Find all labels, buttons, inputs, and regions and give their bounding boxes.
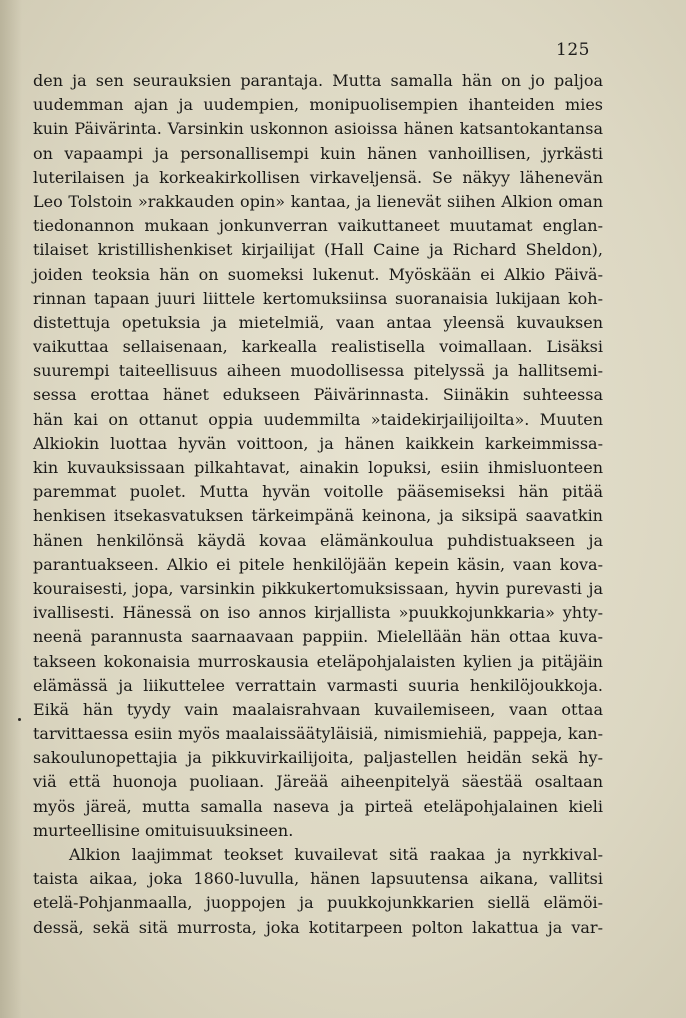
text-line: takseen kokonaisia murroskausia eteläpohjalaisten kylien ja pitäjäin (33, 651, 603, 671)
text-line: distettuja opetuksia ja mietelmiä, vaan antaa yleensä kuvauksen (33, 312, 604, 332)
text-line: kuin Päivärinta. Varsinkin uskonnon asioissa hänen katsantokantansa (33, 119, 603, 139)
paragraph-start-line: Alkion laajimmat teokset kuvailevat sitä raakaa ja nyrkkival- (69, 845, 603, 864)
paragraph-end-line: murteellisine omituisuuksineen. (33, 820, 294, 840)
text-line: luterilaisen ja korkeakirkollisen virkaveljensä. Se näkyy lähenevän (33, 167, 603, 187)
text-line: Alkiokin luottaa hyvän voittoon, ja hänen kaikkein karkeimmissa- (33, 433, 603, 453)
text-line: dessä, sekä sitä murrosta, joka kotitarpeen polton lakattua ja var- (33, 917, 603, 937)
text-line: myös järeä, mutta samalla naseva ja pirteä eteläpohjalainen kieli (33, 796, 603, 816)
text-line: elämässä ja liikuttelee verrattain varmasti suuria henkilöjoukkoja. (33, 675, 603, 695)
text-line: hän kai on ottanut oppia uudemmilta »taidekirjailijoilta». Muuten (33, 409, 604, 429)
text-line: kin kuvauksissaan pilkahtavat, ainakin lopuksi, esiin ihmisluonteen (33, 458, 603, 477)
body-text (33, 69, 603, 940)
binding-shadow (0, 0, 22, 1018)
text-line: henkisen itsekasvatuksen tärkeimpänä keinona, ja siksipä saavatkin (33, 506, 603, 526)
text-line: viä että huonoja puoliaan. Järeää aiheenpitelyä säestää osaltaan (33, 772, 604, 792)
text-line: Leo Tolstoin »rakkauden opin» kantaa, ja lienevät siihen Alkion oman (33, 191, 603, 211)
text-line: tilaiset kristillishenkiset kirjailijat (Hall Caine ja Richard Sheldon), (33, 240, 603, 260)
text-line: sakoulunopettajia ja pikkuvirkailijoita, paljastellen heidän sekä hy- (33, 748, 603, 768)
text-line: rinnan tapaan juuri liittele kertomuksiinsa suoranaisia lukijaan koh- (33, 288, 603, 308)
text-line: den ja sen seurauksien parantaja. Mutta samalla hän on jo paljoa (33, 71, 603, 90)
text-line: vaikuttaa sellaisenaan, karkealla realistisella voimallaan. Lisäksi (33, 337, 604, 357)
text-line: on vapaampi ja personallisempi kuin hänen vanhoillisen, jyrkästi (33, 143, 603, 163)
text-line: tiedonannon mukaan jonkunverran vaikuttaneet muutamat englan- (33, 216, 604, 236)
text-line: etelä-Pohjanmaalla, juoppojen ja puukkojunkkarien siellä elämöi- (33, 893, 604, 913)
text-line: neenä parannusta saarnaavaan pappiin. Mielellään hän ottaa kuva- (33, 627, 603, 647)
text-line: Eikä hän tyydy vain maalaisrahvaan kuvailemiseen, vaan ottaa (33, 699, 603, 719)
text-line: tarvittaessa esiin myös maalaissäätyläisiä, nimismiehiä, pappeja, kan- (33, 724, 603, 744)
margin-mark (18, 718, 21, 721)
text-line: joiden teoksia hän on suomeksi lukenut. Myöskään ei Alkio Päivä- (33, 264, 603, 284)
text-line: taista aikaa, joka 1860-luvulla, hänen lapsuutensa aikana, vallitsi (33, 869, 603, 889)
text-line: suurempi taiteellisuus aiheen muodollisessa pitelyssä ja hallitsemi- (33, 361, 604, 381)
text-line: uudemman ajan ja uudempien, monipuolisempien ihanteiden mies (33, 95, 603, 115)
text-line: sessa erottaa hänet edukseen Päivärinnasta. Siinäkin suhteessa (33, 385, 603, 405)
text-line: parantuakseen. Alkio ei pitele henkilöjään kepein käsin, vaan kova- (33, 554, 604, 574)
text-line: kouraisesti, jopa, varsinkin pikkukertomuksissaan, hyvin purevasti ja (33, 578, 603, 598)
text-line: hänen henkilönsä käydä kovaa elämänkoulua puhdistuakseen ja (33, 530, 603, 550)
text-line: ivallisesti. Hänessä on iso annos kirjallista »puukkojunkkaria» yhty- (33, 603, 603, 623)
page-number: 125 (556, 40, 590, 60)
text-line: paremmat puolet. Mutta hyvän voitolle pääsemiseksi hän pitää (33, 482, 603, 502)
